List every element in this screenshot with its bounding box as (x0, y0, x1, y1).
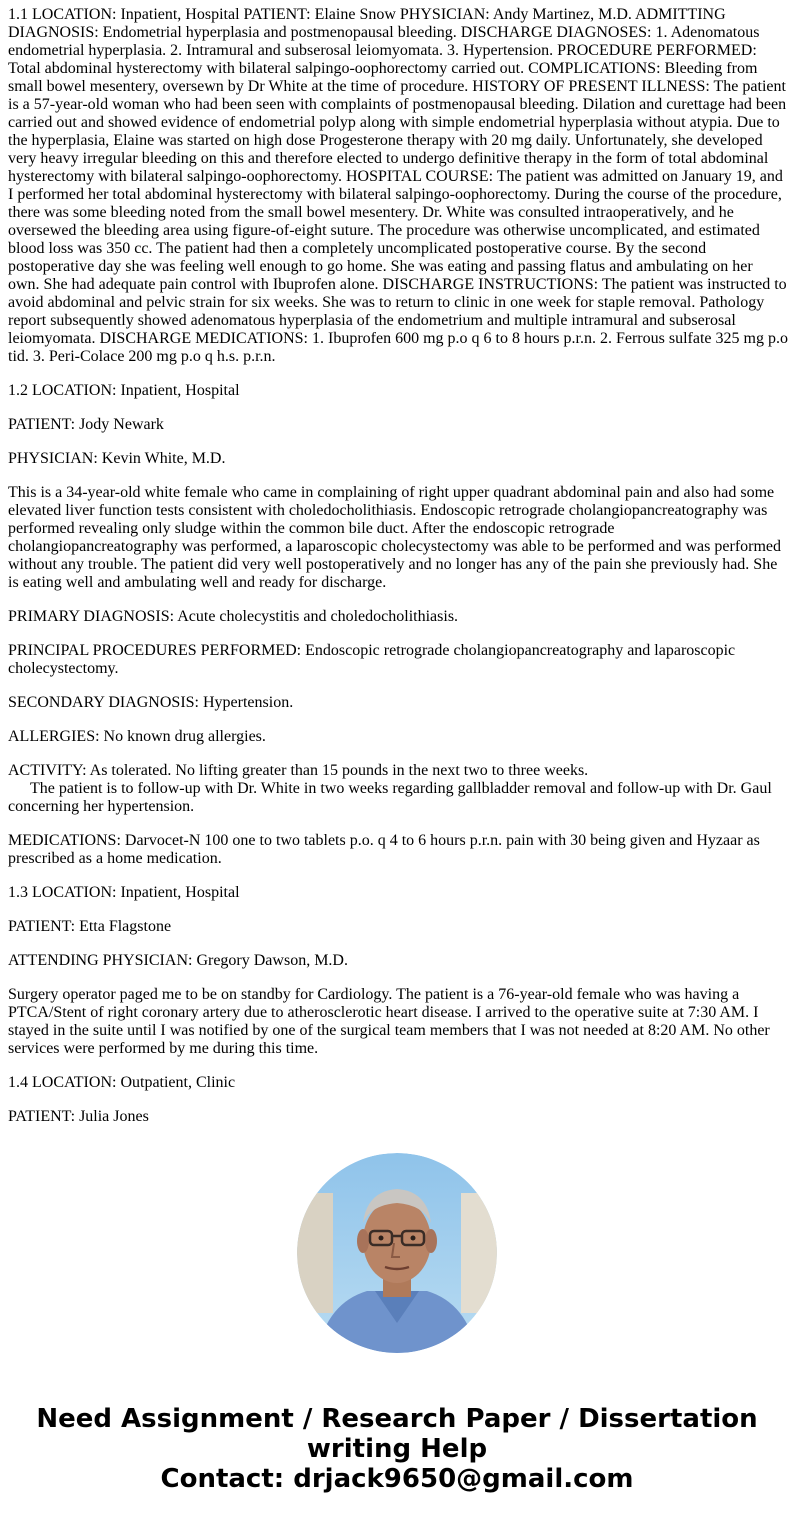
avatar (297, 1153, 497, 1353)
ad-line-1: Need Assignment / Research Paper / Dissertation (36, 1404, 758, 1434)
section-1-2-secondary-diagnosis: SECONDARY DIAGNOSIS: Hypertension. (8, 694, 294, 711)
ad-line-2: writing Help (306, 1434, 488, 1464)
section-1-4-patient: PATIENT: Julia Jones (8, 1108, 149, 1122)
person-photo-icon (297, 1153, 497, 1353)
section-1-2-primary-diagnosis: PRIMARY DIAGNOSIS: Acute cholecystitis and choledocholithiasis. (8, 608, 459, 625)
section-1-2-activity: ACTIVITY: As tolerated. No lifting greater than 15 pounds in the next two to three weeks. (8, 762, 589, 779)
section-1-2-activity-block (8, 762, 788, 816)
section-1-2-physician: PHYSICIAN: Kevin White, M.D. (8, 450, 226, 467)
section-1-2-location: 1.2 LOCATION: Inpatient, Hospital (8, 382, 240, 399)
section-1-2-allergies: ALLERGIES: No known drug allergies. (8, 728, 266, 745)
section-1-3-summary: Surgery operator paged me to be on standby for Cardiology. The patient is a 76-year-old female who was having a PTCA/Stent of right coronary artery due to atherosclerotic heart disease. I arrived to the operative suite at 7:30 AM. I stayed in the suite until I was notified by one of the surgical team members that I was not needed at 8:20 AM. No other services were performed by me during this time. (8, 986, 770, 1057)
section-1-3-patient: PATIENT: Etta Flagstone (8, 918, 172, 935)
section-1-2-patient: PATIENT: Jody Newark (8, 416, 164, 433)
section-1-3-location: 1.3 LOCATION: Inpatient, Hospital (8, 884, 240, 901)
section-1-4-location: 1.4 LOCATION: Outpatient, Clinic (8, 1074, 236, 1091)
section-1-2-summary: This is a 34-year-old white female who came in complaining of right upper quadrant abdominal pain and also had some elevated liver function tests consistent with choledocholithiasis. Endoscopic retrograde cholangiopancreatography was performed revealing only sludge within the common bile duct. After the endoscopic retrograde cholangiopancreatography was performed, a laparoscopic cholecystectomy was able to be performed and was performed without any trouble. The patient did very well postoperatively and no longer has any of the pain she previously had. She is eating well and ambulating well and ready for discharge. (8, 484, 782, 591)
section-1-2-medications: MEDICATIONS: Darvocet-N 100 one to two tablets p.o. q 4 to 6 hours p.r.n. pain with 30 being given and Hyzaar as prescribed as a home medication. (8, 832, 760, 867)
section-1-2-procedures: PRINCIPAL PROCEDURES PERFORMED: Endoscopic retrograde cholangiopancreatography and laparoscopic cholecystectomy. (8, 642, 736, 677)
section-1-2-followup: The patient is to follow-up with Dr. White in two weeks regarding gallbladder removal and follow-up with Dr. Gaul concerning her hypertension. (8, 780, 772, 815)
section-1-3-physician: ATTENDING PHYSICIAN: Gregory Dawson, M.D. (8, 952, 348, 969)
document-body (8, 6, 788, 1122)
section-1-1: 1.1 LOCATION: Inpatient, Hospital PATIENT: Elaine Snow PHYSICIAN: Andy Martinez, M.D. ADMITTING DIAGNOSIS: Endometrial hyperplasia and postmenopausal bleeding. DISCHARGE DIAGNOSES: 1. Adenomatous endometrial hyperplasia. 2. Intramural and subserosal leiomyomata. 3. Hypertension. PROCEDURE PERFORMED: Total abdominal hysterectomy with bilateral salpingo-oophorectomy carried out. COMPLICATIONS: Bleeding from small bowel mesentery, oversewn by Dr White at the time of procedure. HISTORY OF PRESENT ILLNESS: The patient is a 57-year-old woman who had been seen with complaints of postmenopausal bleeding. Dilation and curettage had been carried out and showed evidence of endometrial polyp along with simple endometrial hyperplasia without atypia. Due to the hyperplasia, Elaine was started on high dose Progesterone therapy with 20 mg daily. Unfortunately, she developed very heavy irregular bleeding on this and therefore elected to undergo definitive therapy in the form of total abdominal hysterectomy with bilateral salpingo-oophorectomy. HOSPITAL COURSE: The patient was admitted on January 19, and I performed her total abdominal hysterectomy with bilateral salpingo-oophorectomy. During the course of the procedure, there was some bleeding noted from the small bowel mesentery. Dr. White was consulted intraoperatively, and he oversewed the bleeding area using figure-of-eight suture. The procedure was otherwise uncomplicated, and estimated blood loss was 350 cc. The patient had then a completely uncomplicated postoperative course. By the second postoperative day she was feeling well enough to go home. She was eating and passing flatus and ambulating on her own. She had adequate pain control with Ibuprofen alone. DISCHARGE INSTRUCTIONS: The patient was instructed to avoid abdominal and pelvic strain for six weeks. She was to return to clinic in one week for staple removal. Pathology report subsequently showed adenomatous hyperplasia of the endometrium and multiple intramural and subserosal leiomyomata. DISCHARGE MEDICATIONS: 1. Ibuprofen 600 mg p.o q 6 to 8 hours p.r.n. 2. Ferrous sulfate 325 mg p.o tid. 3. Peri-Colace 200 mg p.o q h.s. p.r.n. (8, 6, 788, 365)
ad-contact: Contact: drjack9650@gmail.com (160, 1464, 634, 1494)
ad-banner (0, 1404, 794, 1494)
